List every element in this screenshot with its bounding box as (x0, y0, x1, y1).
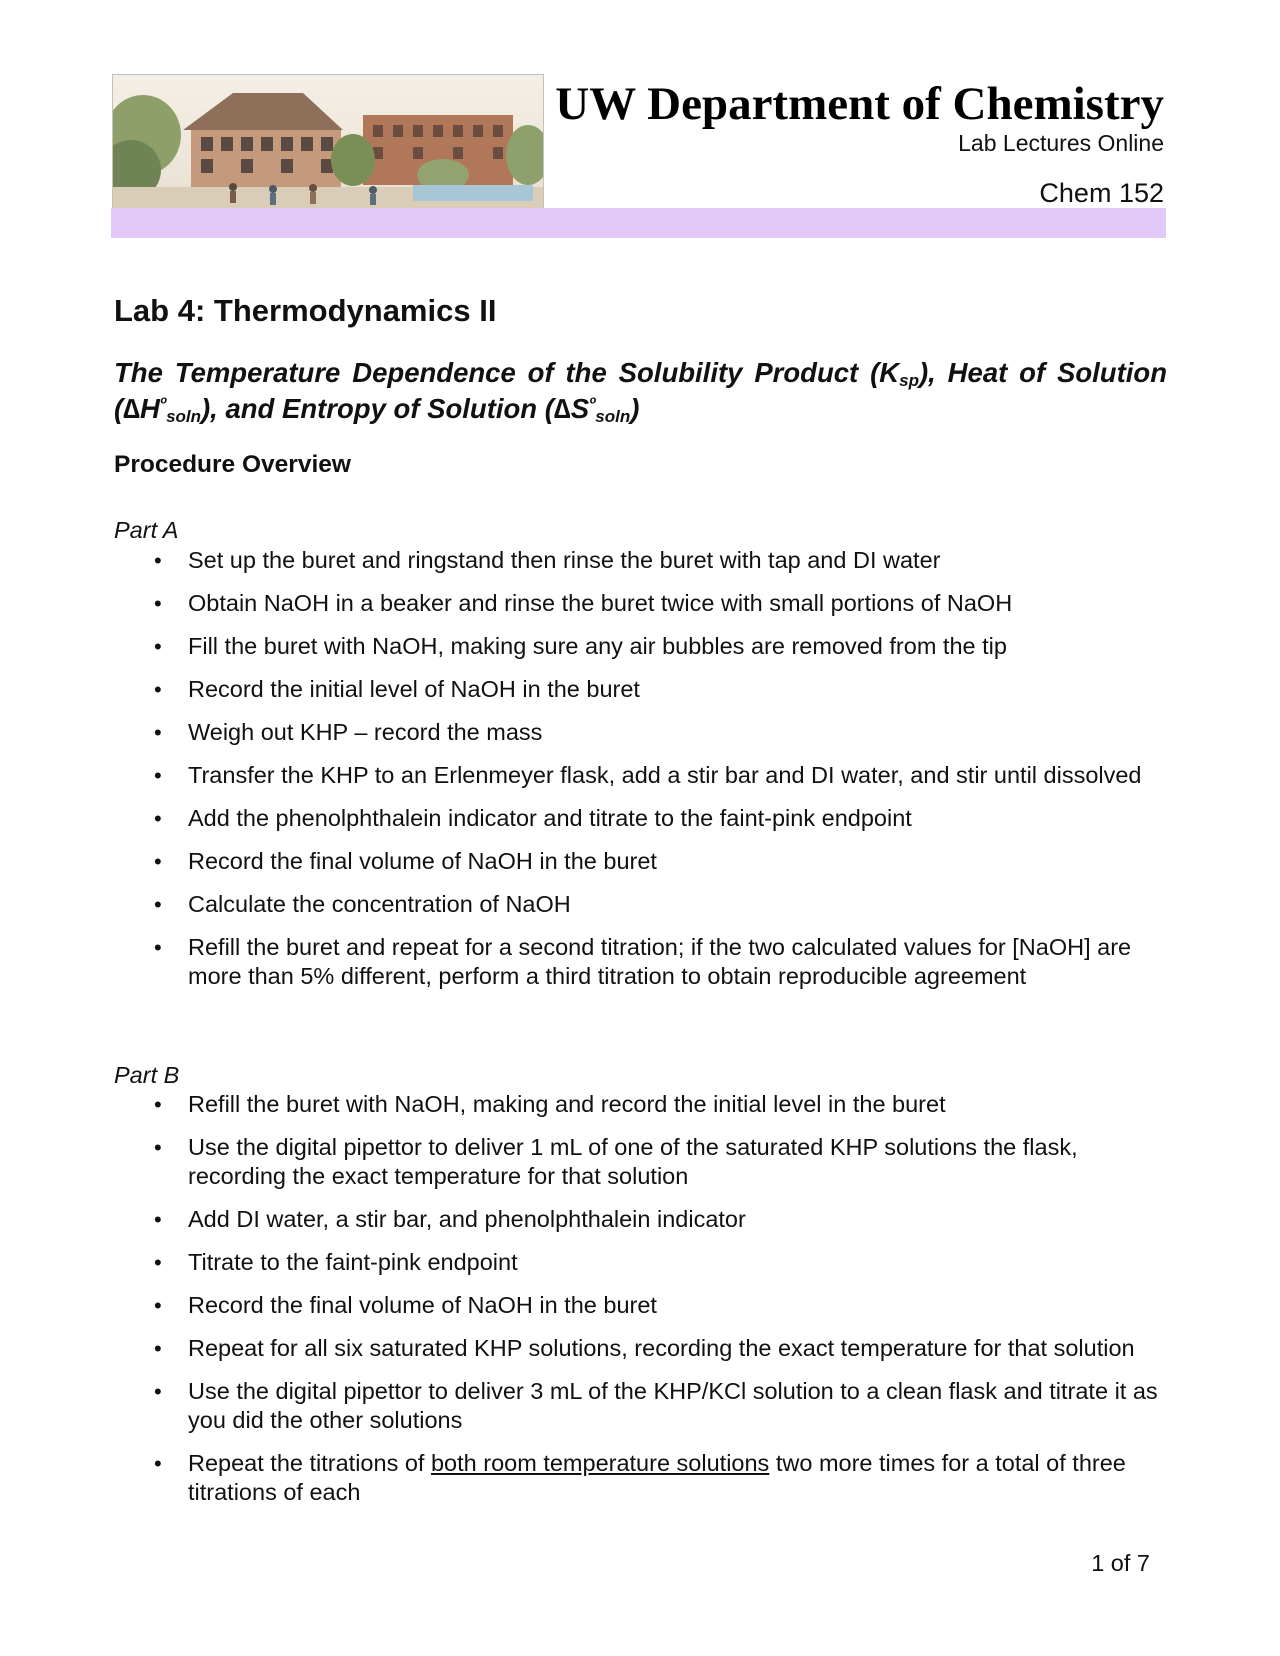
step-text: Record the final volume of NaOH in the buret (188, 1292, 657, 1318)
list-item (114, 804, 1174, 833)
underlined-emphasis: both room temperature solutions (430, 1450, 770, 1476)
bullet-icon: • (154, 849, 162, 874)
step-text: Calculate the concentration of NaOH (188, 891, 571, 917)
list-item (114, 761, 1174, 790)
bullet-icon: • (154, 1379, 162, 1404)
bullet-icon: • (154, 1092, 162, 1117)
bullet-icon: • (154, 763, 162, 788)
step-text: Refill the buret and repeat for a second titration; if the two calculated values for [NaOH] are more than 5% different, perform a third titration to obtain reproducible agreement (188, 934, 1132, 989)
subtitle-text-2: ), Heat of Solution (∆H (114, 357, 1167, 424)
step-text: Use the digital pipettor to deliver 1 mL of one of the saturated KHP solutions the flask, recording the exact temperature for that solution (188, 1134, 1078, 1189)
part-a-label: Part A (114, 517, 179, 543)
subtitle-text-3: ), and Entropy of Solution (∆S (201, 393, 590, 424)
part-b-label: Part B (114, 1062, 180, 1088)
step-text: Use the digital pipettor to deliver 3 mL of the KHP/KCl solution to a clean flask and titrate it as you did the other solutions (188, 1378, 1158, 1433)
part-a-steps (114, 546, 1174, 1005)
soln-subscript-2: soln (595, 407, 631, 426)
bullet-icon: • (154, 806, 162, 831)
department-title: UW Department of Chemistry (555, 78, 1164, 130)
step-text (188, 1450, 1126, 1505)
subtitle-text-4: ) (630, 393, 640, 424)
step-text: Weigh out KHP – record the mass (188, 719, 543, 745)
site-subtitle: Lab Lectures Online (958, 130, 1164, 156)
bullet-icon: • (154, 1451, 162, 1476)
step-text: Repeat for all six saturated KHP solutions, recording the exact temperature for that solution (188, 1335, 1135, 1361)
bullet-icon: • (154, 892, 162, 917)
step-text: Transfer the KHP to an Erlenmeyer flask, add a stir bar and DI water, and stir until dissolved (188, 762, 1142, 788)
list-item (114, 1133, 1174, 1191)
building-illustration (113, 75, 543, 208)
step-text-after: two more times for a total of three titrations of each (188, 1450, 1126, 1505)
bullet-icon: • (154, 1293, 162, 1318)
bullet-icon: • (154, 591, 162, 616)
list-item (114, 632, 1174, 661)
degree-symbol-1: º (159, 394, 167, 413)
page-number: 1 of 7 (1091, 1550, 1150, 1576)
header-building-image (112, 74, 544, 209)
list-item (114, 1291, 1174, 1320)
list-item (114, 933, 1174, 991)
list-item (114, 675, 1174, 704)
lab-subtitle (114, 355, 1167, 427)
lab-title: Lab 4: Thermodynamics II (114, 293, 497, 328)
bullet-icon: • (154, 1336, 162, 1361)
list-item (114, 589, 1174, 618)
bullet-icon: • (154, 720, 162, 745)
list-item (114, 1449, 1174, 1507)
subtitle-text-1: The Temperature Dependence of the Solubility Product (K (114, 357, 900, 388)
step-text: Record the initial level of NaOH in the buret (188, 676, 640, 702)
step-text: Add DI water, a stir bar, and phenolphthalein indicator (188, 1206, 746, 1232)
header-divider-bar (111, 208, 1166, 238)
bullet-icon: • (154, 1207, 162, 1232)
procedure-overview-heading: Procedure Overview (114, 451, 351, 478)
list-item (114, 1090, 1174, 1119)
list-item (114, 1377, 1174, 1435)
list-item (114, 546, 1174, 575)
step-text: Record the final volume of NaOH in the buret (188, 848, 657, 874)
list-item (114, 718, 1174, 747)
bullet-icon: • (154, 1250, 162, 1275)
soln-subscript-1: soln (166, 407, 202, 426)
step-text: Add the phenolphthalein indicator and titrate to the faint-pink endpoint (188, 805, 912, 831)
list-item (114, 1248, 1174, 1277)
list-item (114, 890, 1174, 919)
step-text: Refill the buret with NaOH, making and record the initial level in the buret (188, 1091, 946, 1117)
bullet-icon: • (154, 634, 162, 659)
ksp-subscript: sp (899, 371, 919, 390)
step-text: Set up the buret and ringstand then rinse the buret with tap and DI water (188, 547, 941, 573)
bullet-icon: • (154, 677, 162, 702)
bullet-icon: • (154, 548, 162, 573)
list-item (114, 847, 1174, 876)
step-text: Titrate to the faint-pink endpoint (188, 1249, 518, 1275)
part-b-steps (114, 1090, 1174, 1521)
list-item (114, 1205, 1174, 1234)
step-text: Obtain NaOH in a beaker and rinse the buret twice with small portions of NaOH (188, 590, 1013, 616)
step-text-before: Repeat the titrations of (188, 1450, 431, 1476)
course-label: Chem 152 (1039, 178, 1164, 208)
degree-symbol-2: º (589, 394, 596, 413)
bullet-icon: • (154, 1135, 162, 1160)
bullet-icon: • (154, 935, 162, 960)
step-text: Fill the buret with NaOH, making sure any air bubbles are removed from the tip (188, 633, 1007, 659)
list-item (114, 1334, 1174, 1363)
